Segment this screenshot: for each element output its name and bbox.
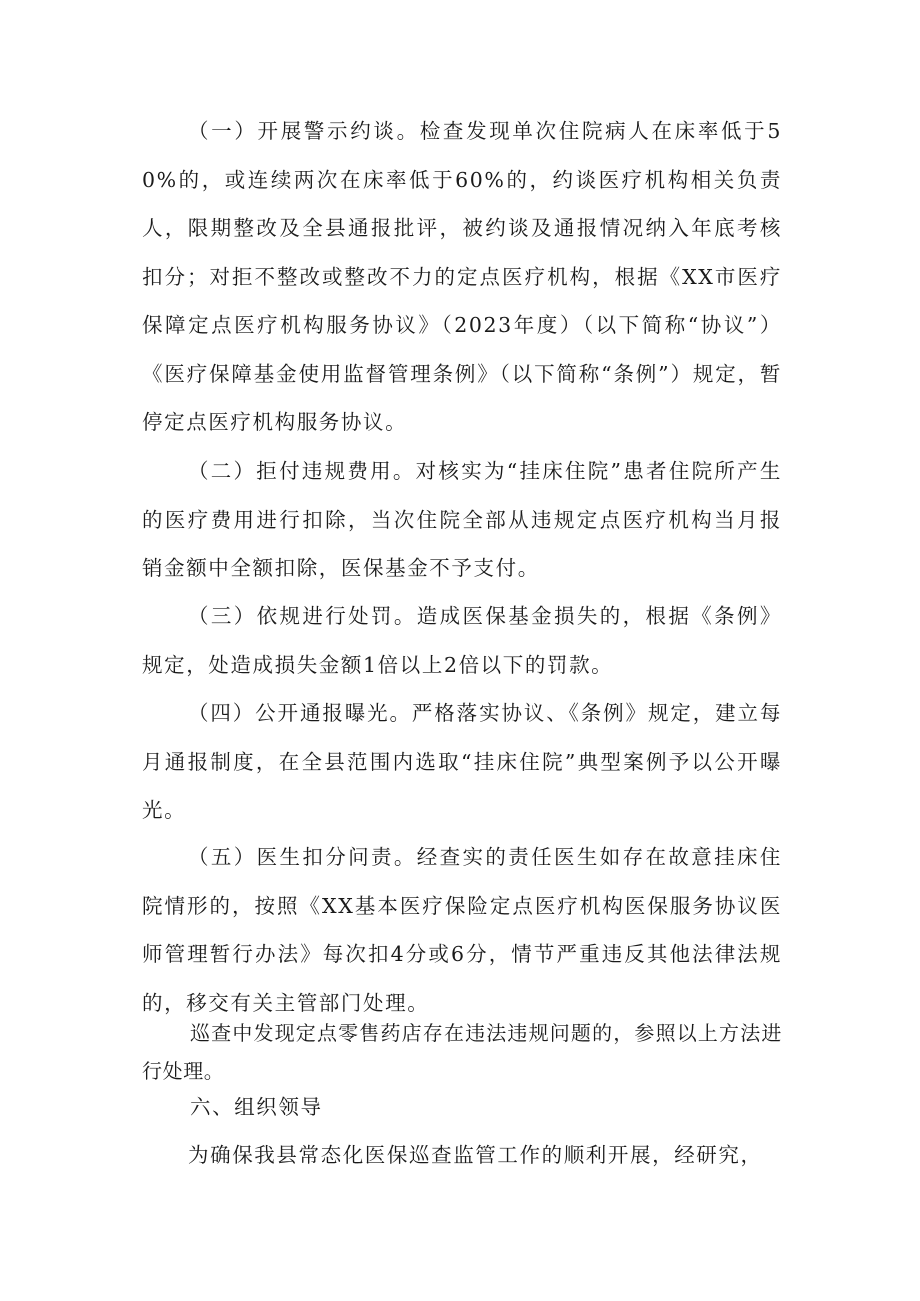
section-heading-organization: 六、组织领导	[190, 1095, 323, 1119]
paragraph-reject-fees: （二）拒付违规费用。对核实为“挂床住院”患者住院所产生的医疗费用进行扣除，当次住院全部从违规定点医疗机构当月报销金额中全额扣除，医保基金不予支付。	[142, 459, 782, 580]
paragraph-organization-intro: 为确保我县常态化医保巡查监管工作的顺利开展，经研究，	[188, 1143, 763, 1167]
paragraph-warning-interview: （一）开展警示约谈。检查发现单次住院病人在床率低于50%的，或连续两次在床率低于60%的，约谈医疗机构相关负责人，限期整改及全县通报批评，被约谈及通报情况纳入年底考核扣分；对拒不整改或整改不力的定点医疗机构，根据《XX市医疗保障定点医疗机构服务协议》（2023年度）（以下简称“协议”）《医疗保障基金使用监督管理条例》（以下简称“条例”）规定，暂停定点医疗机构服务协议。	[142, 119, 782, 434]
paragraph-penalty: （三）依规进行处罚。造成医保基金损失的，根据《条例》规定，处造成损失金额1倍以上2倍以下的罚款。	[142, 604, 782, 677]
paragraph-public-notice: （四）公开通报曝光。严格落实协议、《条例》规定，建立每月通报制度，在全县范围内选取“挂床住院”典型案例予以公开曝光。	[142, 701, 782, 822]
paragraph-doctor-accountability: （五）医生扣分问责。经查实的责任医生如存在故意挂床住院情形的，按照《XX基本医疗保险定点医疗机构医保服务协议医师管理暂行办法》每次扣4分或6分，情节严重违反其他法律法规的，移交有关主管部门处理。	[142, 845, 782, 1015]
paragraph-pharmacy: 巡查中发现定点零售药店存在违法违规问题的，参照以上方法进行处理。	[142, 1021, 782, 1083]
